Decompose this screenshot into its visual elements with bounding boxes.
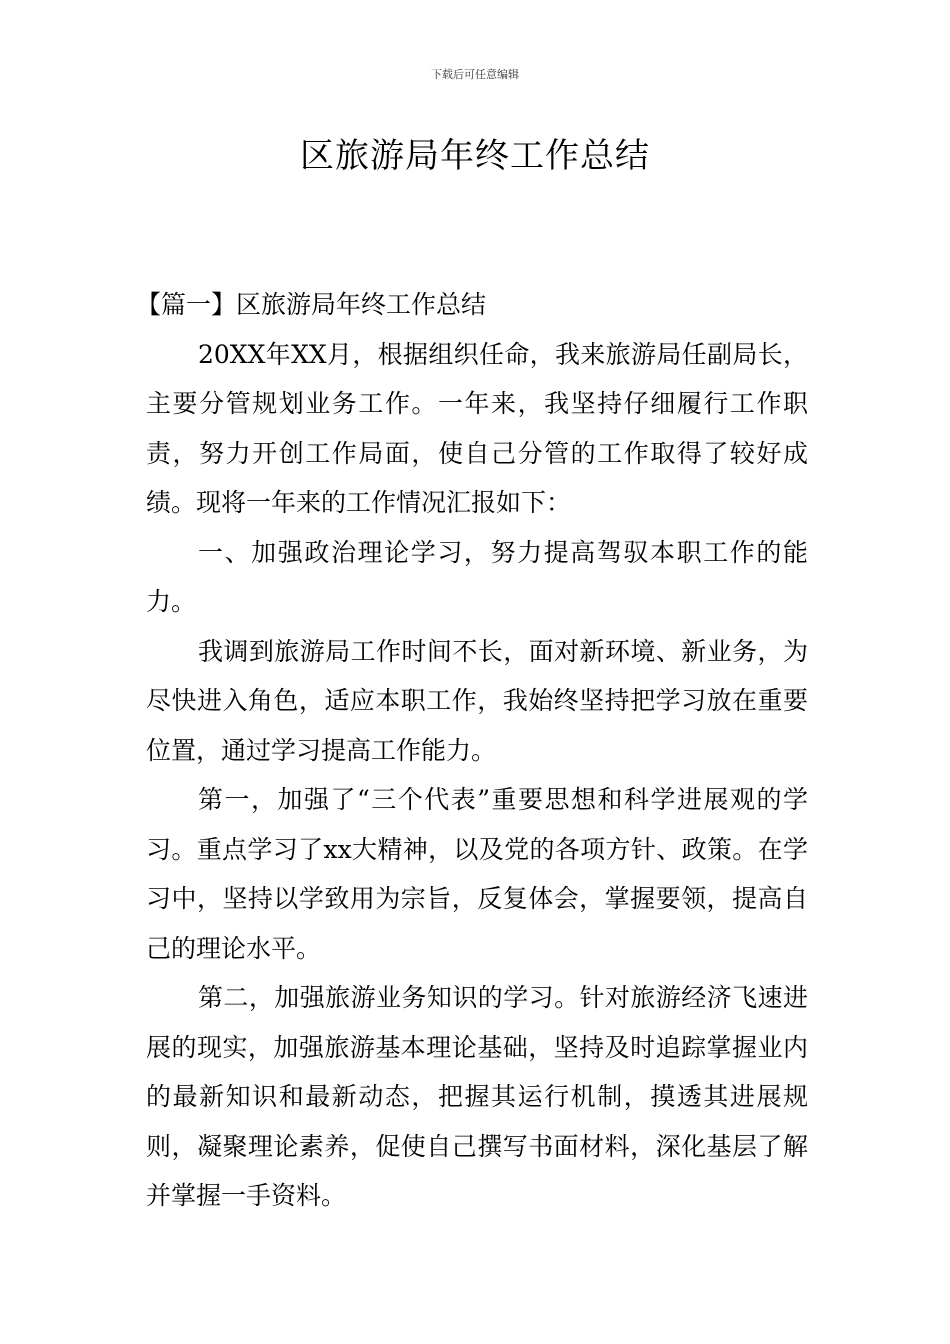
paragraph-first: 第一，加强了“三个代表”重要思想和科学进展观的学习。重点学习了xx大精神，以及党的各项方针、政策。在学习中，坚持以学致用为宗旨，反复体会，掌握要领，提高自己的理论水平。: [146, 785, 808, 963]
document-title: 区旅游局年终工作总结: [300, 136, 650, 176]
document-body: [136, 280, 808, 1221]
paragraph-intro: 20XX年XX月，根据组织任命，我来旅游局任副局长，主要分管规划业务工作。一年来，我坚持仔细履行工作职责，努力开创工作局面，使自己分管的工作取得了较好成绩。现将一年来的工作情况汇报如下：: [146, 339, 808, 517]
paragraph-study: 我调到旅游局工作时间不长，面对新环境、新业务，为尽快进入角色，适应本职工作，我始终坚持把学习放在重要位置，通过学习提高工作能力。: [146, 636, 808, 765]
paragraph-second: 第二，加强旅游业务知识的学习。针对旅游经济飞速进展的现实，加强旅游基本理论基础，坚持及时追踪掌握业内的最新知识和最新动态，把握其运行机制，摸透其进展规则，凝聚理论素养，促使自己撰写书面材料，深化基层了解并掌握一手资料。: [146, 983, 808, 1210]
section-heading: 【篇一】区旅游局年终工作总结: [136, 290, 487, 319]
paragraph-point-one: 一、加强政治理论学习，努力提高驾驭本职工作的能力。: [146, 537, 808, 616]
header-note: 下载后可任意编辑: [431, 68, 519, 81]
